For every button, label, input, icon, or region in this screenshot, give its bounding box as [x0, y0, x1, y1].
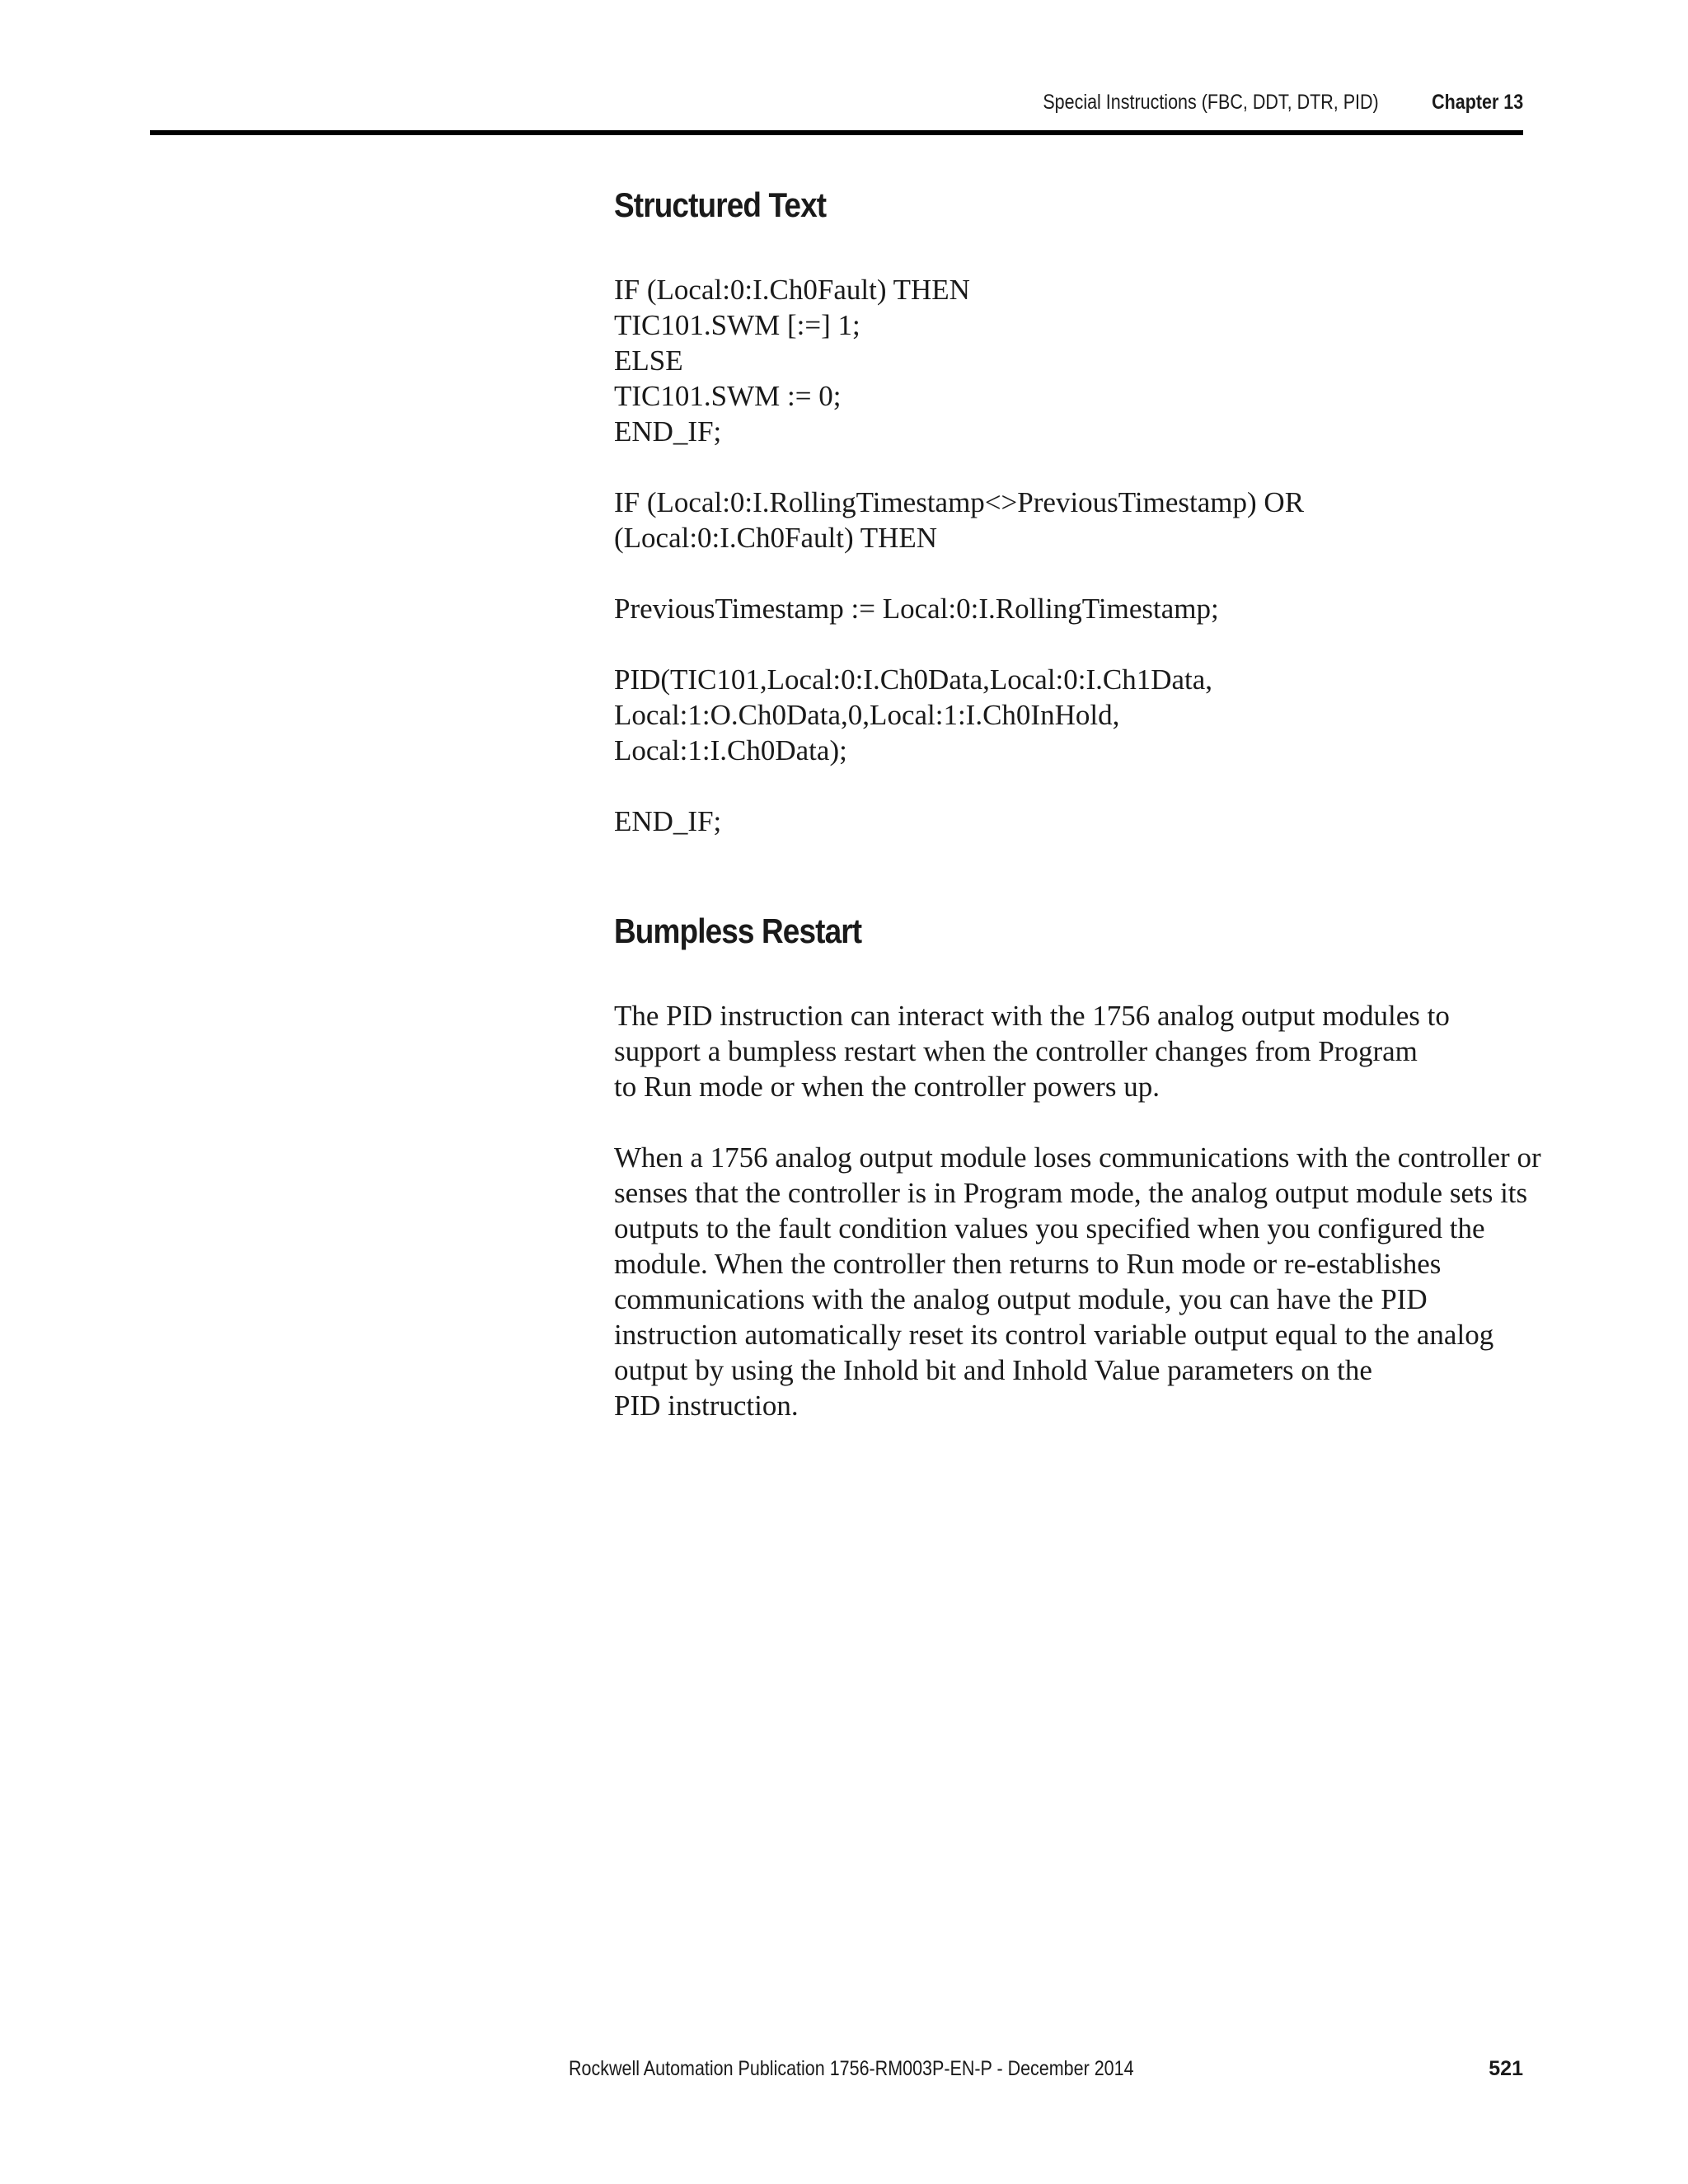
code-line: IF (Local:0:I.RollingTimestamp<>PreviousTimestamp) OR — [614, 486, 1305, 518]
paragraph-line: output by using the Inhold bit and Inhold Value parameters on the — [614, 1354, 1372, 1386]
paragraph-2 — [614, 1140, 1541, 1423]
code-block-2 — [614, 485, 1537, 555]
paragraph-line: senses that the controller is in Program mode, the analog output module sets its — [614, 1177, 1528, 1209]
paragraph-line: to Run mode or when the controller powers up. — [614, 1071, 1160, 1103]
paragraph-line: instruction automatically reset its control variable output equal to the analog — [614, 1319, 1494, 1351]
structured-text-heading: Structured Text — [614, 185, 827, 224]
code-block-4 — [614, 662, 1537, 768]
code-line: TIC101.SWM [:=] 1; — [614, 309, 860, 341]
paragraph-1 — [614, 998, 1537, 1104]
bumpless-restart-heading: Bumpless Restart — [614, 912, 862, 950]
footer-page-number: 521 — [1489, 2057, 1523, 2080]
paragraph-line: outputs to the fault condition values you specified when you configured the — [614, 1212, 1485, 1244]
page-header — [988, 91, 1523, 115]
code-block-5 — [614, 804, 1537, 839]
paragraph-line: communications with the analog output module, you can have the PID — [614, 1283, 1428, 1315]
footer-publication: Rockwell Automation Publication 1756-RM003P-EN-P - December 2014 — [569, 2057, 1134, 2080]
code-line: END_IF; — [614, 415, 722, 448]
code-block-3 — [614, 591, 1537, 626]
code-line: PID(TIC101,Local:0:I.Ch0Data,Local:0:I.Ch1Data, — [614, 663, 1213, 696]
paragraph-line: module. When the controller then returns to Run mode or re-establishes — [614, 1248, 1442, 1280]
code-line: TIC101.SWM := 0; — [614, 380, 842, 412]
code-line: ELSE — [614, 344, 683, 377]
code-line: END_IF; — [614, 805, 722, 837]
main-content — [614, 185, 1541, 1423]
paragraph-line: The PID instruction can interact with the 1756 analog output modules to — [614, 1000, 1450, 1032]
paragraph-line: PID instruction. — [614, 1390, 799, 1422]
code-line: (Local:0:I.Ch0Fault) THEN — [614, 522, 938, 554]
paragraph-line: When a 1756 analog output module loses communications with the controller or — [614, 1141, 1541, 1174]
code-block-1 — [614, 272, 1537, 449]
paragraph-line: support a bumpless restart when the controller changes from Program — [614, 1035, 1418, 1067]
code-line: IF (Local:0:I.Ch0Fault) THEN — [614, 274, 970, 306]
header-chapter-label: Chapter 13 — [1431, 91, 1523, 114]
code-line: PreviousTimestamp := Local:0:I.RollingTimestamp; — [614, 593, 1219, 625]
code-line: Local:1:I.Ch0Data); — [614, 734, 847, 766]
code-line: Local:1:O.Ch0Data,0,Local:1:I.Ch0InHold, — [614, 699, 1120, 731]
header-divider — [150, 130, 1523, 135]
header-section-title: Special Instructions (FBC, DDT, DTR, PID) — [1043, 91, 1379, 114]
